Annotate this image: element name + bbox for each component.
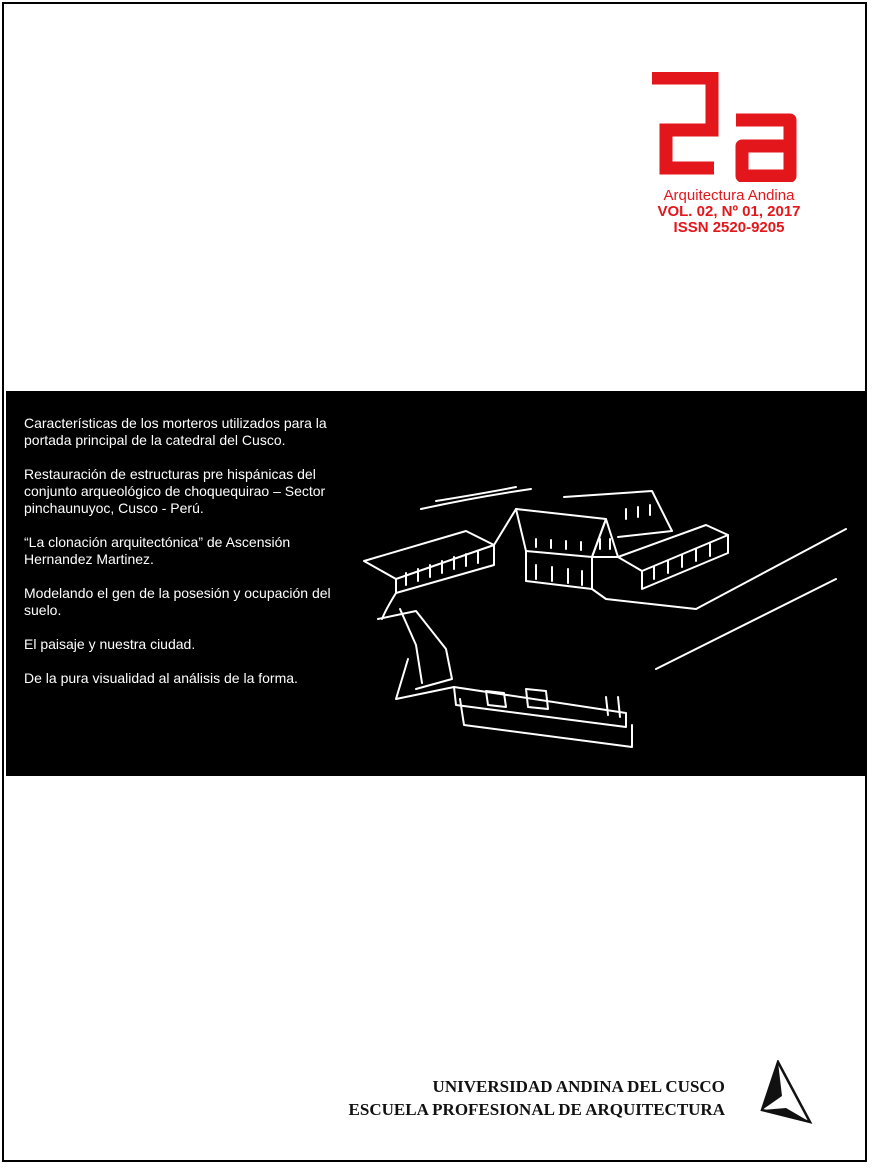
article-title: De la pura visualidad al análisis de la forma.	[24, 670, 298, 686]
contents-band	[6, 391, 865, 776]
article-title: Características de los morteros utilizados para la portada principal de la catedral del Cusco.	[24, 415, 327, 448]
article-title: Restauración de estructuras pre hispánicas del conjunto arqueológico de choquequirao – Sector pinchaunuyoc, Cusco - Perú.	[24, 466, 326, 516]
architectural-sketch-icon	[356, 469, 856, 769]
publisher-block	[349, 1075, 725, 1121]
school-name: ESCUELA PROFESIONAL DE ARQUITECTURA	[348, 1100, 725, 1119]
journal-logo-icon	[648, 72, 810, 182]
journal-name: Arquitectura Andina	[663, 187, 795, 204]
article-title: “La clonación arquitectónica” de Ascensión Hernandez Martinez.	[24, 534, 291, 567]
article-list	[24, 415, 354, 704]
journal-cover	[2, 2, 867, 1162]
article-title: El paisaje y nuestra ciudad.	[24, 636, 196, 652]
article-title: Modelando el gen de la posesión y ocupación del suelo.	[24, 585, 331, 618]
university-name: UNIVERSIDAD ANDINA DEL CUSCO	[432, 1077, 725, 1096]
journal-volume: VOL. 02, Nº 01, 2017	[657, 203, 801, 220]
journal-issn: ISSN 2520-9205	[673, 219, 785, 236]
university-logo-icon	[752, 1060, 816, 1126]
